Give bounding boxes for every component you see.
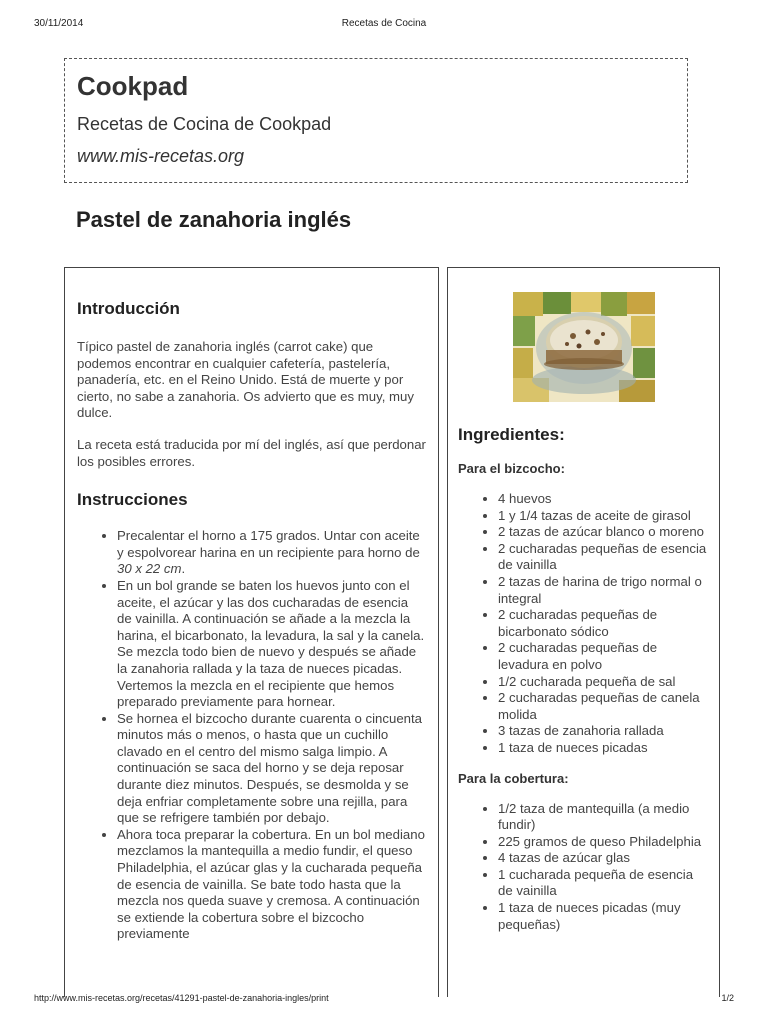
ingredient-item: • 2 cucharadas pequeñas de bicarbonato sódico — [498, 607, 709, 640]
site-subtitle: Recetas de Cocina de Cookpad — [77, 114, 332, 134]
print-page-title: Recetas de Cocina — [341, 18, 427, 29]
intro-paragraph: Típico pastel de zanahoria inglés (carrot cake) que podemos encontrar en cualquier cafetería, pastelería, panadería, etc. en el Reino Unido. Está de muerte y por cierto, no sabe a zanahoria. Os advierto que es muy, muy dulce. — [77, 339, 414, 421]
ingredient-item: • 1 y 1/4 tazas de aceite de girasol — [498, 508, 709, 525]
ingredient-group-title: Para la cobertura: — [458, 770, 569, 786]
site-url[interactable]: www.mis-recetas.org — [77, 146, 245, 166]
site-name: Cookpad — [77, 71, 189, 101]
ingredient-item: • 1/2 taza de mantequilla (a medio fundir) — [498, 801, 709, 834]
site-header-box — [64, 58, 688, 183]
print-url: http://www.mis-recetas.org/recetas/41291-pastel-de-zanahoria-ingles/print — [34, 993, 329, 1003]
ingredient-item: • 2 cucharadas pequeñas de levadura en polvo — [498, 640, 709, 673]
instruction-step: • Ahora toca preparar la cobertura. En un bol mediano mezclamos la mantequilla a medio fundir, el queso Philadelphia, el azúcar glas y la cucharada pequeña de esencia de vainilla. Se bate todo hasta que la mezcla nos queda suave y cremosa. A continuación se extiende la cobertura sobre el bizcocho previamente — [117, 827, 426, 943]
print-header — [34, 18, 734, 32]
ingredient-item: • 3 tazas de zanahoria rallada — [498, 723, 709, 740]
recipe-title: Pastel de zanahoria inglés — [76, 207, 352, 232]
ingredient-list — [458, 801, 709, 934]
instruction-step: • Se hornea el bizcocho durante cuarenta o cincuenta minutos más o menos, o hasta que un cuchillo clavado en el centro del mismo salga limpio. A continuación se saca del horno y se deja reposar durante diez minutos. Después, se desmolda y se deja enfriar completamente sobre una rejilla, para que se refrigere también por debajo. — [117, 711, 426, 827]
print-date: 30/11/2014 — [34, 18, 84, 29]
ingredient-item: • 2 cucharadas pequeñas de esencia de vainilla — [498, 541, 709, 574]
instructions-column — [64, 267, 439, 997]
instruction-step: • En un bol grande se baten los huevos junto con el aceite, el azúcar y las dos cucharadas de esencia de vainilla. A continuación se añade a la mezcla la harina, el bicarbonato, la levadura, la sal y la canela. Se mezcla todo bien de nuevo y después se añade la zanahoria rallada y la taza de nueces picadas. Vertemos la mezcla en el recipiente que hemos preparado previamente para hornear. — [117, 578, 426, 711]
ingredient-item: • 1 cucharada pequeña de esencia de vainilla — [498, 867, 709, 900]
intro-paragraph: La receta está traducida por mí del inglés, así que perdonar los posibles errores. — [77, 436, 426, 469]
print-footer — [34, 993, 734, 1007]
ingredient-item: • 4 tazas de azúcar glas — [498, 850, 709, 867]
ingredient-list — [458, 491, 709, 757]
ingredient-group-title: Para el bizcocho: — [458, 461, 565, 476]
page-number: 1/2 — [721, 993, 734, 1003]
ingredient-item: • 1 taza de nueces picadas — [498, 740, 709, 757]
ingredient-item: • 225 gramos de queso Philadelphia — [498, 834, 709, 851]
instruction-step: • Precalentar el horno a 175 grados. Untar con aceite y espolvorear harina en un recipiente para horno de 30 x 22 cm. — [117, 528, 426, 578]
ingredient-item: • 2 tazas de harina de trigo normal o integral — [498, 574, 709, 607]
ingredient-item: • 2 tazas de azúcar blanco o moreno — [498, 524, 709, 541]
instructions-heading: Instrucciones — [77, 490, 188, 510]
ingredients-column — [447, 267, 720, 997]
ingredient-item: • 2 cucharadas pequeñas de canela molida — [498, 690, 709, 723]
instructions-list — [77, 528, 426, 943]
ingredients-heading: Ingredientes: — [458, 425, 565, 444]
ingredient-item: • 1 taza de nueces picadas (muy pequeñas) — [498, 900, 709, 933]
ingredient-item: • 1/2 cucharada pequeña de sal — [498, 674, 709, 691]
cake-photo — [513, 292, 655, 402]
introduction-heading: Introducción — [77, 299, 180, 318]
ingredient-item: • 4 huevos — [498, 491, 709, 508]
